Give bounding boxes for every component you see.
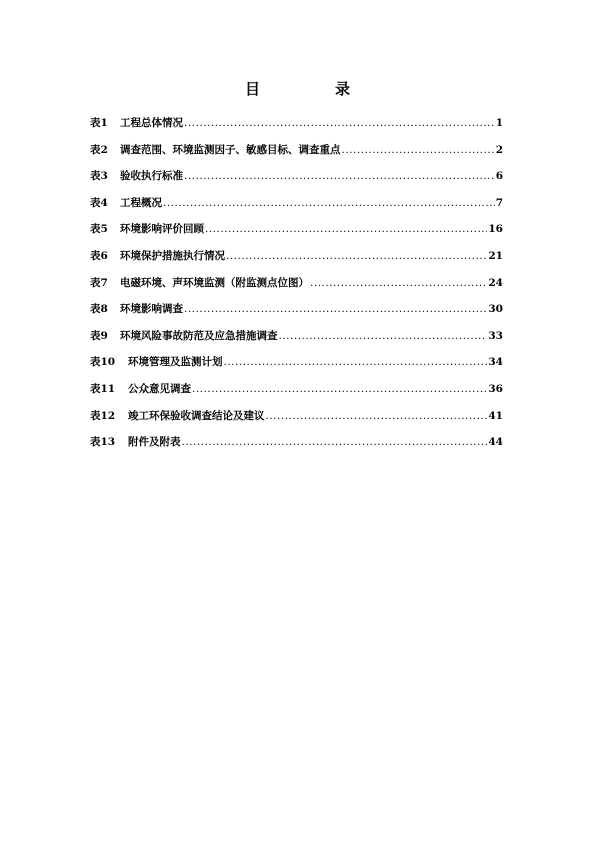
toc-entry-title: 验收执行标准 bbox=[120, 170, 183, 183]
toc-entry-10[interactable] bbox=[90, 354, 503, 381]
toc-entry-13[interactable] bbox=[90, 434, 503, 461]
toc-entry-9[interactable] bbox=[90, 328, 503, 355]
dot-leader bbox=[184, 303, 487, 315]
toc-entry-number: 表1 bbox=[90, 117, 108, 129]
toc-entry-number: 表10 bbox=[90, 356, 116, 369]
toc-entry-page: 16 bbox=[488, 223, 503, 236]
dot-leader bbox=[182, 436, 488, 448]
toc-entry-number: 表3 bbox=[90, 170, 108, 183]
toc-entry-title: 环境风险事故防范及应急措施调查 bbox=[120, 329, 278, 342]
toc-entry-page: 41 bbox=[488, 409, 503, 422]
toc-entry-title: 环境保护措施执行情况 bbox=[120, 249, 225, 262]
toc-entry-title: 环境管理及监测计划 bbox=[128, 356, 223, 369]
toc-entry-page: 34 bbox=[488, 356, 503, 369]
toc-entry-number: 表8 bbox=[90, 303, 108, 316]
toc-entry-number: 表9 bbox=[90, 329, 108, 342]
toc-entry-title: 环境影响评价回顾 bbox=[120, 223, 204, 236]
toc-entry-5[interactable] bbox=[90, 221, 503, 248]
toc-entry-1[interactable] bbox=[90, 115, 503, 142]
dot-leader bbox=[192, 383, 487, 395]
toc-entry-title: 附件及附表 bbox=[128, 436, 181, 449]
toc-entry-page: 21 bbox=[488, 249, 503, 262]
toc-entry-page: 6 bbox=[495, 170, 503, 183]
toc-entry-page: 36 bbox=[488, 382, 503, 395]
toc-entry-2[interactable] bbox=[90, 142, 503, 169]
toc-entry-page: 2 bbox=[495, 143, 503, 156]
toc-entry-number: 表12 bbox=[90, 409, 116, 422]
toc-entry-title: 电磁环境、声环境监测（附监测点位图） bbox=[120, 276, 309, 289]
toc-entry-title: 竣工环保验收调查结论及建议 bbox=[128, 409, 265, 422]
dot-leader bbox=[226, 250, 487, 262]
toc-entry-number: 表6 bbox=[90, 249, 108, 262]
toc-entry-number: 表4 bbox=[90, 196, 108, 209]
dot-leader bbox=[279, 330, 488, 342]
toc-entry-7[interactable] bbox=[90, 275, 503, 302]
dot-leader bbox=[184, 170, 495, 182]
toc-entry-number: 表2 bbox=[90, 143, 108, 156]
dot-leader bbox=[342, 144, 495, 156]
toc-entry-page: 33 bbox=[488, 329, 503, 342]
dot-leader bbox=[266, 410, 488, 422]
toc-entry-number: 表7 bbox=[90, 276, 108, 289]
toc-entry-page: 30 bbox=[488, 303, 503, 316]
dot-leader bbox=[184, 117, 495, 129]
toc-entry-12[interactable] bbox=[90, 408, 503, 435]
toc-entry-page: 24 bbox=[488, 276, 503, 289]
dot-leader bbox=[310, 277, 487, 289]
toc-entry-6[interactable] bbox=[90, 248, 503, 275]
toc-entry-11[interactable] bbox=[90, 381, 503, 408]
toc-entry-title: 工程概况 bbox=[120, 196, 162, 209]
toc-entry-number: 表11 bbox=[90, 382, 116, 395]
toc-entry-number: 表13 bbox=[90, 436, 116, 449]
toc-entry-4[interactable] bbox=[90, 195, 503, 222]
dot-leader bbox=[205, 223, 487, 235]
toc-entry-3[interactable] bbox=[90, 168, 503, 195]
toc-entry-title: 工程总体情况 bbox=[120, 117, 183, 129]
toc-entry-title: 调查范围、环境监测因子、敏感目标、调查重点 bbox=[120, 143, 341, 156]
table-of-contents bbox=[90, 115, 503, 461]
page-title: 目 录 bbox=[244, 80, 380, 98]
toc-entry-page: 1 bbox=[495, 117, 503, 129]
toc-entry-8[interactable] bbox=[90, 301, 503, 328]
toc-entry-page: 44 bbox=[488, 436, 503, 449]
toc-entry-number: 表5 bbox=[90, 223, 108, 236]
toc-entry-title: 公众意见调查 bbox=[128, 382, 191, 395]
toc-entry-page: 7 bbox=[495, 196, 503, 209]
dot-leader bbox=[163, 197, 495, 209]
dot-leader bbox=[224, 356, 488, 368]
toc-entry-title: 环境影响调查 bbox=[120, 303, 183, 316]
